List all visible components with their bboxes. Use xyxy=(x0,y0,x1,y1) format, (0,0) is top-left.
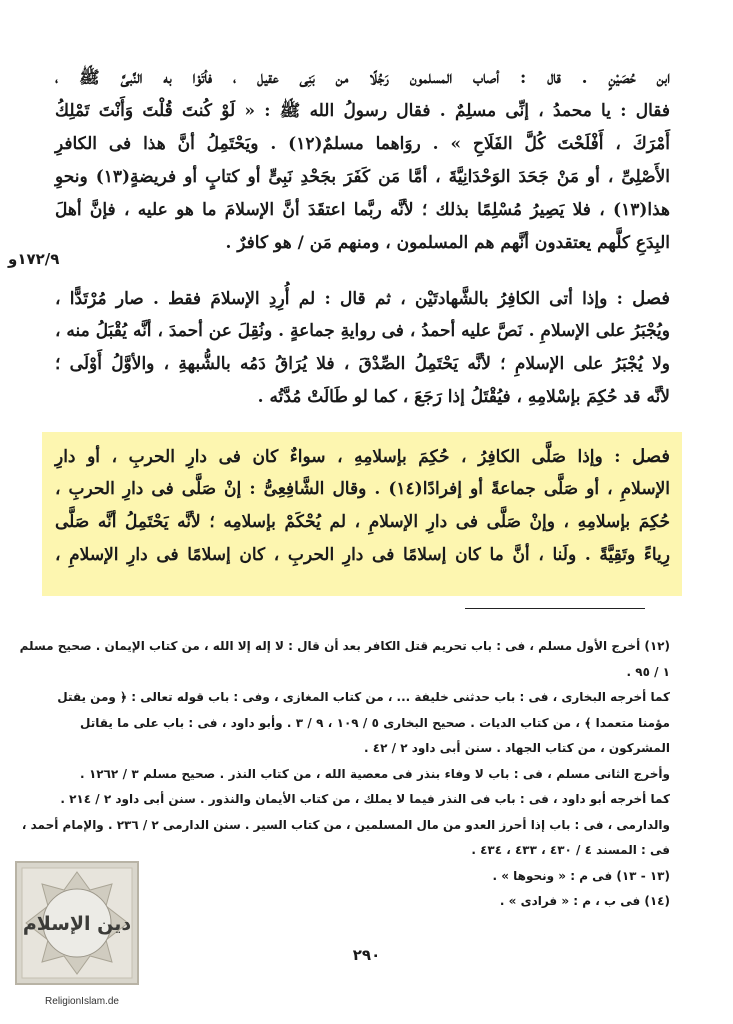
text-line: الأَصْلِىِّ ، أو مَنْ جَحَدَ الوَحْدَانِيَّةَ ، أمَّا مَن كَفَرَ بجَحْدِ نَبِىٍّ أو كتابٍ أو فريضةٍ(١٣) ونحوِ xyxy=(55,167,670,187)
footnote-line: كما أخرجه البخارى ، فى : باب حدثنى خليفة ... ، من كتاب المغازى ، وفى : باب قوله تعالى : ﴿ ومن يقتل xyxy=(57,690,670,704)
text-line: الإسلامِ ، أو صَلَّى جماعةً أو إفرادًا(١٤) . وقال الشَّافِعِىُّ : إنْ صَلَّى فى دارِ الحربِ ، xyxy=(55,479,670,499)
footnote-line: كما أخرجه أبو داود ، فى : باب فى النذر فيما لا يملك ، من كتاب الأيمان والنذور . سنن أبى داود ٢ / ٢١٤ . xyxy=(60,792,670,806)
logo-text: دين الإسلام xyxy=(22,913,132,935)
text-line: فقال : يا محمدُ ، إنِّى مسلِمٌ . فقال رسولُ الله ﷺ : « لَوْ كُنتَ قُلْتَ وَأَنْتَ تَمْلِكُ xyxy=(55,101,670,121)
footnote-line: ١ / ٩٥ . xyxy=(626,664,670,679)
text-run: : وإذا صَلَّى الكافِرُ ، حُكِمَ بإسلامِهِ ، سواءٌ كان فى دارِ الحربِ ، أو دارِ xyxy=(55,447,621,467)
page-number: ٢٩٠ xyxy=(352,946,381,964)
section-heading: فصل xyxy=(632,446,670,467)
footnote-line: فى : المسند ٤ / ٤٣٠ ، ٤٣٣ ، ٤٣٤ . xyxy=(471,843,670,857)
text-line: أَمْرَكَ ، أَفْلَحْتَ كُلَّ الفَلَاحِ » . روَاهما مسلمٌ(١٢) . ويَحْتَمِلُ أنَّ هذا فى الكافرِ xyxy=(55,134,671,154)
text-line: لأنَّه قد حُكِمَ بإسْلامِهِ ، فيُقْتَلُ إذا رَجَعَ ، كما لو طَالَتْ مُدَّتُه . xyxy=(257,387,670,407)
footnote-line: (١٤) فى ب ، م : « فرادى » . xyxy=(499,894,670,908)
footnote-line: (١٢) أخرج الأول مسلم ، فى : باب تحريم قتل الكافر بعد أن قال : لا إله إلا الله ، من كتاب الإيمان . صحيح مسلم xyxy=(19,639,670,653)
footnotes xyxy=(19,634,670,915)
logo-caption: ReligionIslam.de xyxy=(45,996,119,1007)
footnote-line: وأخرج الثانى مسلم ، فى : باب لا وفاء بنذر فى معصية الله ، من كتاب النذر . صحيح مسلم ٣ / ١٢٦٢ . xyxy=(80,766,670,781)
text-line: هذا(١٣) ، فلا يَصِيرُ مُسْلِمًا بذلك ؛ لأنَّه ربَّما اعتقَدَ أنَّ الإسلامَ ما هو عليه ، فإنَّ أهلَ xyxy=(55,200,670,220)
text-line: ولا يُجْبَرُ على الإسلامِ ؛ لأنَّه يَحْتَمِلُ الصِّدْقَ ، فلا يُرَاقُ دَمُه بالشُّبهةِ ، والأوَّلُ أَوْلَى ؛ xyxy=(55,354,670,374)
section-2 xyxy=(55,440,670,572)
text-line: ويُجْبَرُ على الإسلامِ . نَصَّ عليه أحمدُ ، فى روايةِ جماعةٍ . ونُقِلَ عن أحمدَ ، أنَّه يُقْبَلُ منه ، xyxy=(55,321,670,341)
main-text-block xyxy=(55,62,670,260)
section-1 xyxy=(55,282,670,414)
text-line: رِياءً وتَقِيَّةً . ولَنا ، أنَّ ما كان إسلامًا فى دارِ الحربِ ، كان إسلامًا فى دارِ الإسلامِ ، xyxy=(55,545,670,565)
footnote-line: (١٣ - ١٣) فى م : « ونحوها » . xyxy=(492,868,670,883)
text-run: : وإذا أتى الكافِرُ بالشَّهادتَيْن ، ثم قال : لم أُرِدِ الإسلامَ فقط . صار مُرْتَدًّا ، xyxy=(55,289,623,309)
footnote-separator xyxy=(465,608,645,609)
religion-islam-logo xyxy=(14,860,140,986)
footnote-line: والدارمى ، فى : باب إذا أحرز العدو من مال المسلمين ، من كتاب السير . سنن الدارمى ٢ / ٢٣٦ . والإمام أحمد ، xyxy=(21,817,670,832)
section-2-first-line xyxy=(55,440,670,473)
footnote-line: المشركون ، من كتاب الجهاد . سنن أبى داود ٢ / ٤٢ . xyxy=(364,741,670,755)
footnote-line: مؤمنا متعمدا ﴾ ، من كتاب الديات . صحيح البخارى ٥ / ١٠٩ ، ٩ / ٣ . وأبو داود ، فى : باب على ما يقاتل xyxy=(80,715,670,730)
section-heading: فصل xyxy=(632,288,670,309)
section-1-first-line xyxy=(55,282,670,315)
margin-reference: ١٧٢/٩و xyxy=(8,250,60,268)
text-line: ابن حُصَيْنٍ . قال : أصاب المسلمون رَجُلًا من بَنِى عقيل ، فأتَوْا به النَّبىَّ ﷺ ، xyxy=(55,68,670,88)
text-line: البِدَعِ كلَّهم يعتقدون أنَّهم هم المسلمون ، ومنهم مَن / هو كافرٌ . xyxy=(225,233,670,253)
text-line: حُكِمَ بإسلامِهِ ، وإنْ صَلَّى فى دارِ الإسلامِ ، لم يُحْكَمْ بإسلامِه ؛ لأنَّه يَحْتَمِلُ أنَّه صَلَّى xyxy=(55,512,670,532)
